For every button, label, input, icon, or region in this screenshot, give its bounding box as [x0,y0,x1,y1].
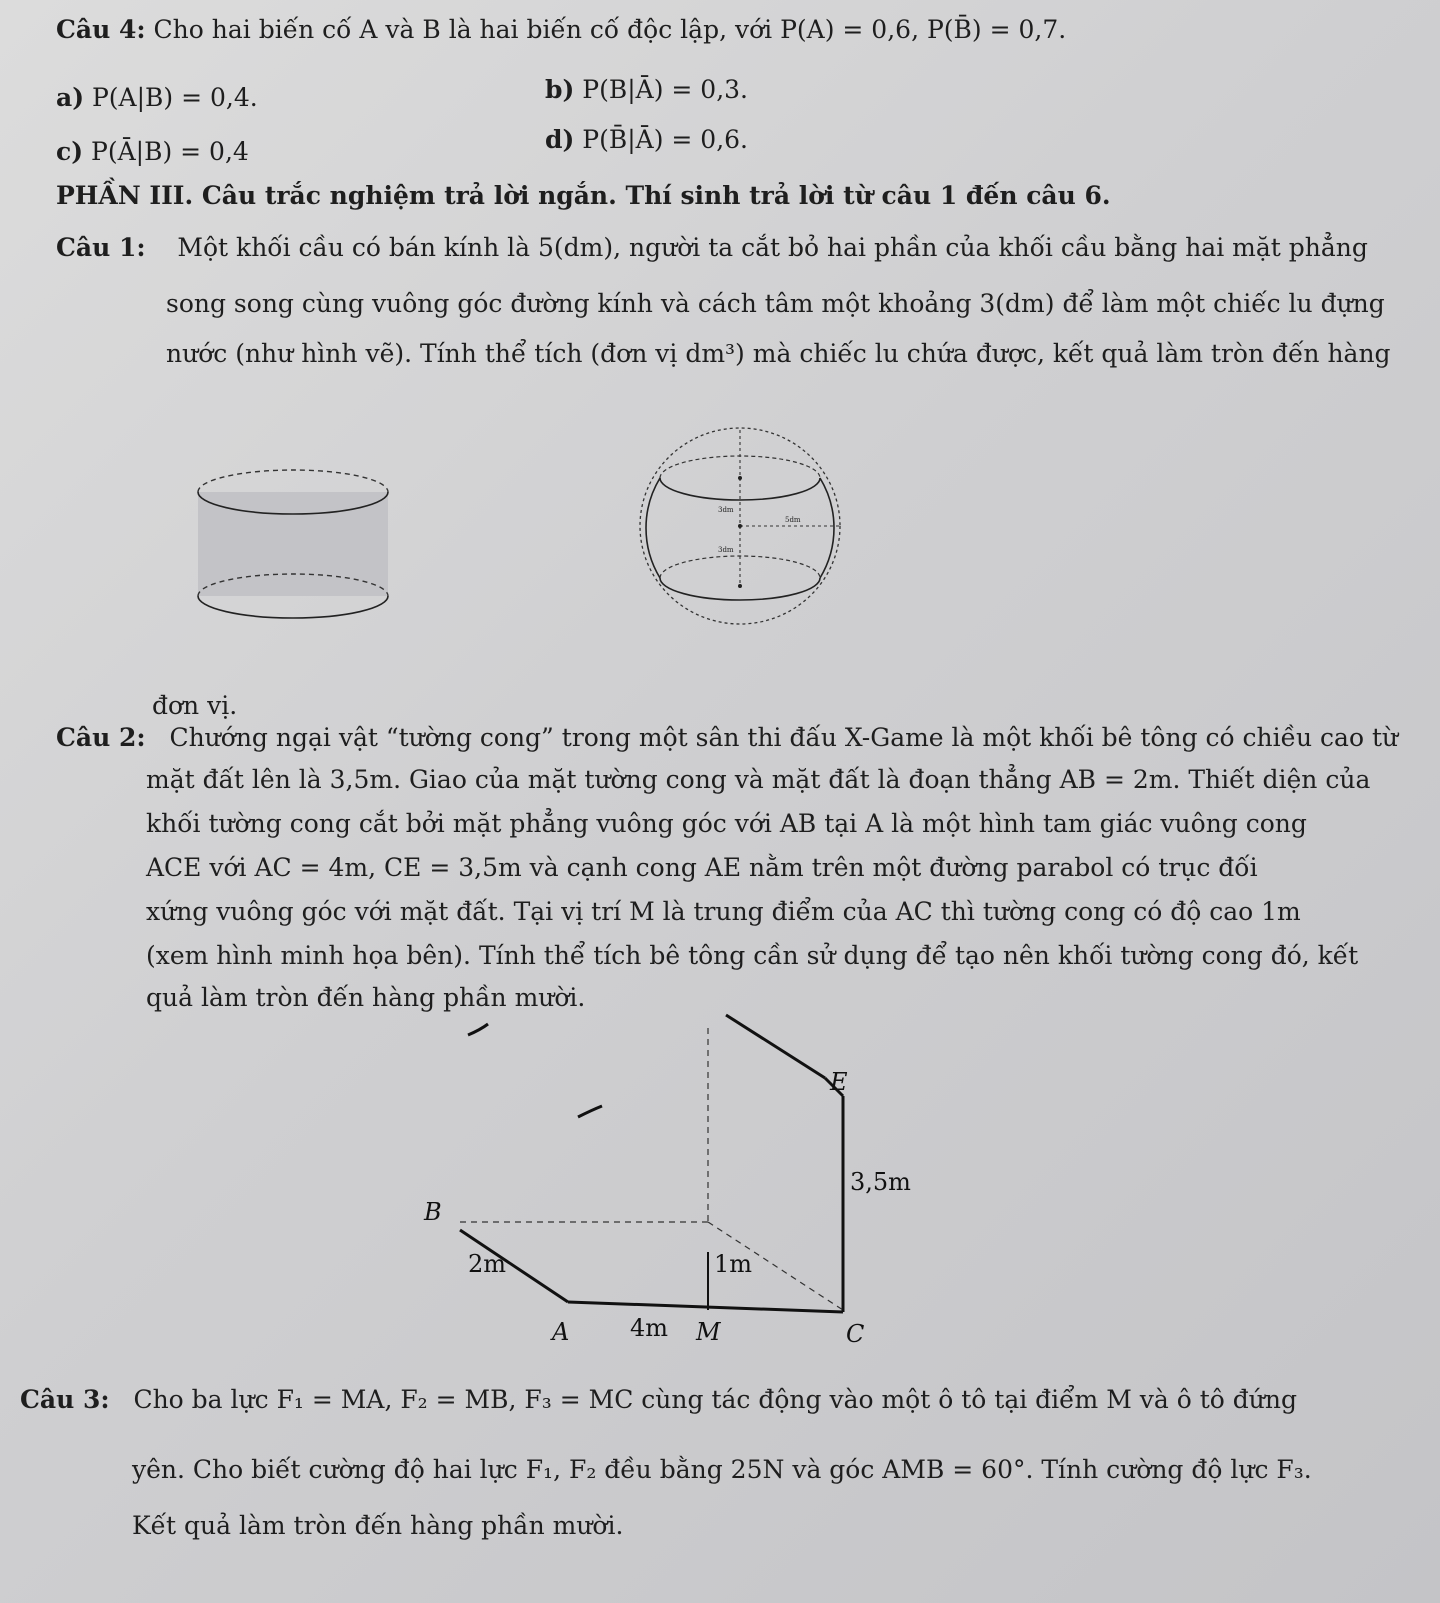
q4-option-d: d) P(B̄|Ā) = 0,6. [545,125,748,154]
c3-line1: Câu 3: Cho ba lực F₁ = MA, F₂ = MB, F₃ = MC cùng tác động vào một ô tô tại điểm M và ô tô đứng [20,1385,1297,1414]
c2-line2: mặt đất lên là 3,5m. Giao của mặt tường cong và mặt đất là đoạn thẳng AB = 2m. Thiết diện của [146,765,1371,794]
label-2m: 2m [468,1250,507,1278]
sphere-label-5dm: 5dm [785,516,801,524]
label-M: M [696,1318,721,1346]
q4-option-c: c) P(Ā|B) = 0,4 [56,137,249,166]
part3-heading: PHẦN III. Câu trắc nghiệm trả lời ngắn. Thí sinh trả lời từ câu 1 đến câu 6. [56,181,1111,210]
cylinder-figure [190,460,400,640]
q4-line [56,14,1066,46]
label-E: E [830,1068,848,1096]
label-3-5m: 3,5m [850,1168,911,1196]
c2-heading: Câu 2: [56,723,146,752]
c1-line2: song song cùng vuông góc đường kính và cách tâm một khoảng 3(dm) để làm một chiếc lu đựng [166,289,1385,318]
sphere-label-3dm-bottom: 3dm [718,546,734,554]
sphere-figure [640,428,860,638]
q4-option-a: a) P(A|B) = 0,4. [56,83,258,112]
label-C: C [846,1320,865,1348]
c1-heading: Câu 1: [56,233,146,262]
c2-line7: quả làm tròn đến hàng phần mười. [146,983,586,1012]
q4-heading: Câu 4: [56,15,146,44]
c2-line5: xứng vuông góc với mặt đất. Tại vị trí M là trung điểm của AC thì tường cong có độ cao 1m [146,897,1301,926]
label-B: B [424,1198,442,1226]
c3-line3: Kết quả làm tròn đến hàng phần mười. [132,1511,624,1540]
label-A: A [552,1318,570,1346]
c1-line3: nước (như hình vẽ). Tính thể tích (đơn vị dm³) mà chiếc lu chứa được, kết quả làm tròn đến hàng [166,339,1391,368]
c2-line6: (xem hình minh họa bên). Tính thể tích bê tông cần sử dụng để tạo nên khối tường cong đó, kết [146,941,1359,970]
c2-line3: khối tường cong cắt bởi mặt phẳng vuông góc với AB tại A là một hình tam giác vuông cong [146,809,1307,838]
c2-line1: Câu 2: Chướng ngại vật “tường cong” trong một sân thi đấu X-Game là một khối bê tông có chiều cao từ [56,723,1399,752]
curved-wall-figure [420,1010,920,1350]
c3-line2: yên. Cho biết cường độ hai lực F₁, F₂ đều bằng 25N và góc AMB = 60°. Tính cường độ lực F₃. [132,1455,1312,1484]
q4-option-b: b) P(B|Ā) = 0,3. [545,75,748,104]
c2-line4: ACE với AC = 4m, CE = 3,5m và cạnh cong AE nằm trên một đường parabol có trục đối [146,853,1258,882]
c3-heading: Câu 3: [20,1385,110,1414]
c1-line1: Câu 1: Một khối cầu có bán kính là 5(dm), người ta cắt bỏ hai phần của khối cầu bằng hai mặt phẳng [56,233,1368,262]
q4-text: Cho hai biến cố A và B là hai biến cố độc lập, với P(A) = 0,6, P(B̄) = 0,7. [145,15,1067,44]
c1-line4: đơn vị. [152,691,238,720]
label-4m: 4m [630,1314,669,1342]
sphere-label-3dm-top: 3dm [718,506,734,514]
label-1m: 1m [714,1250,753,1278]
